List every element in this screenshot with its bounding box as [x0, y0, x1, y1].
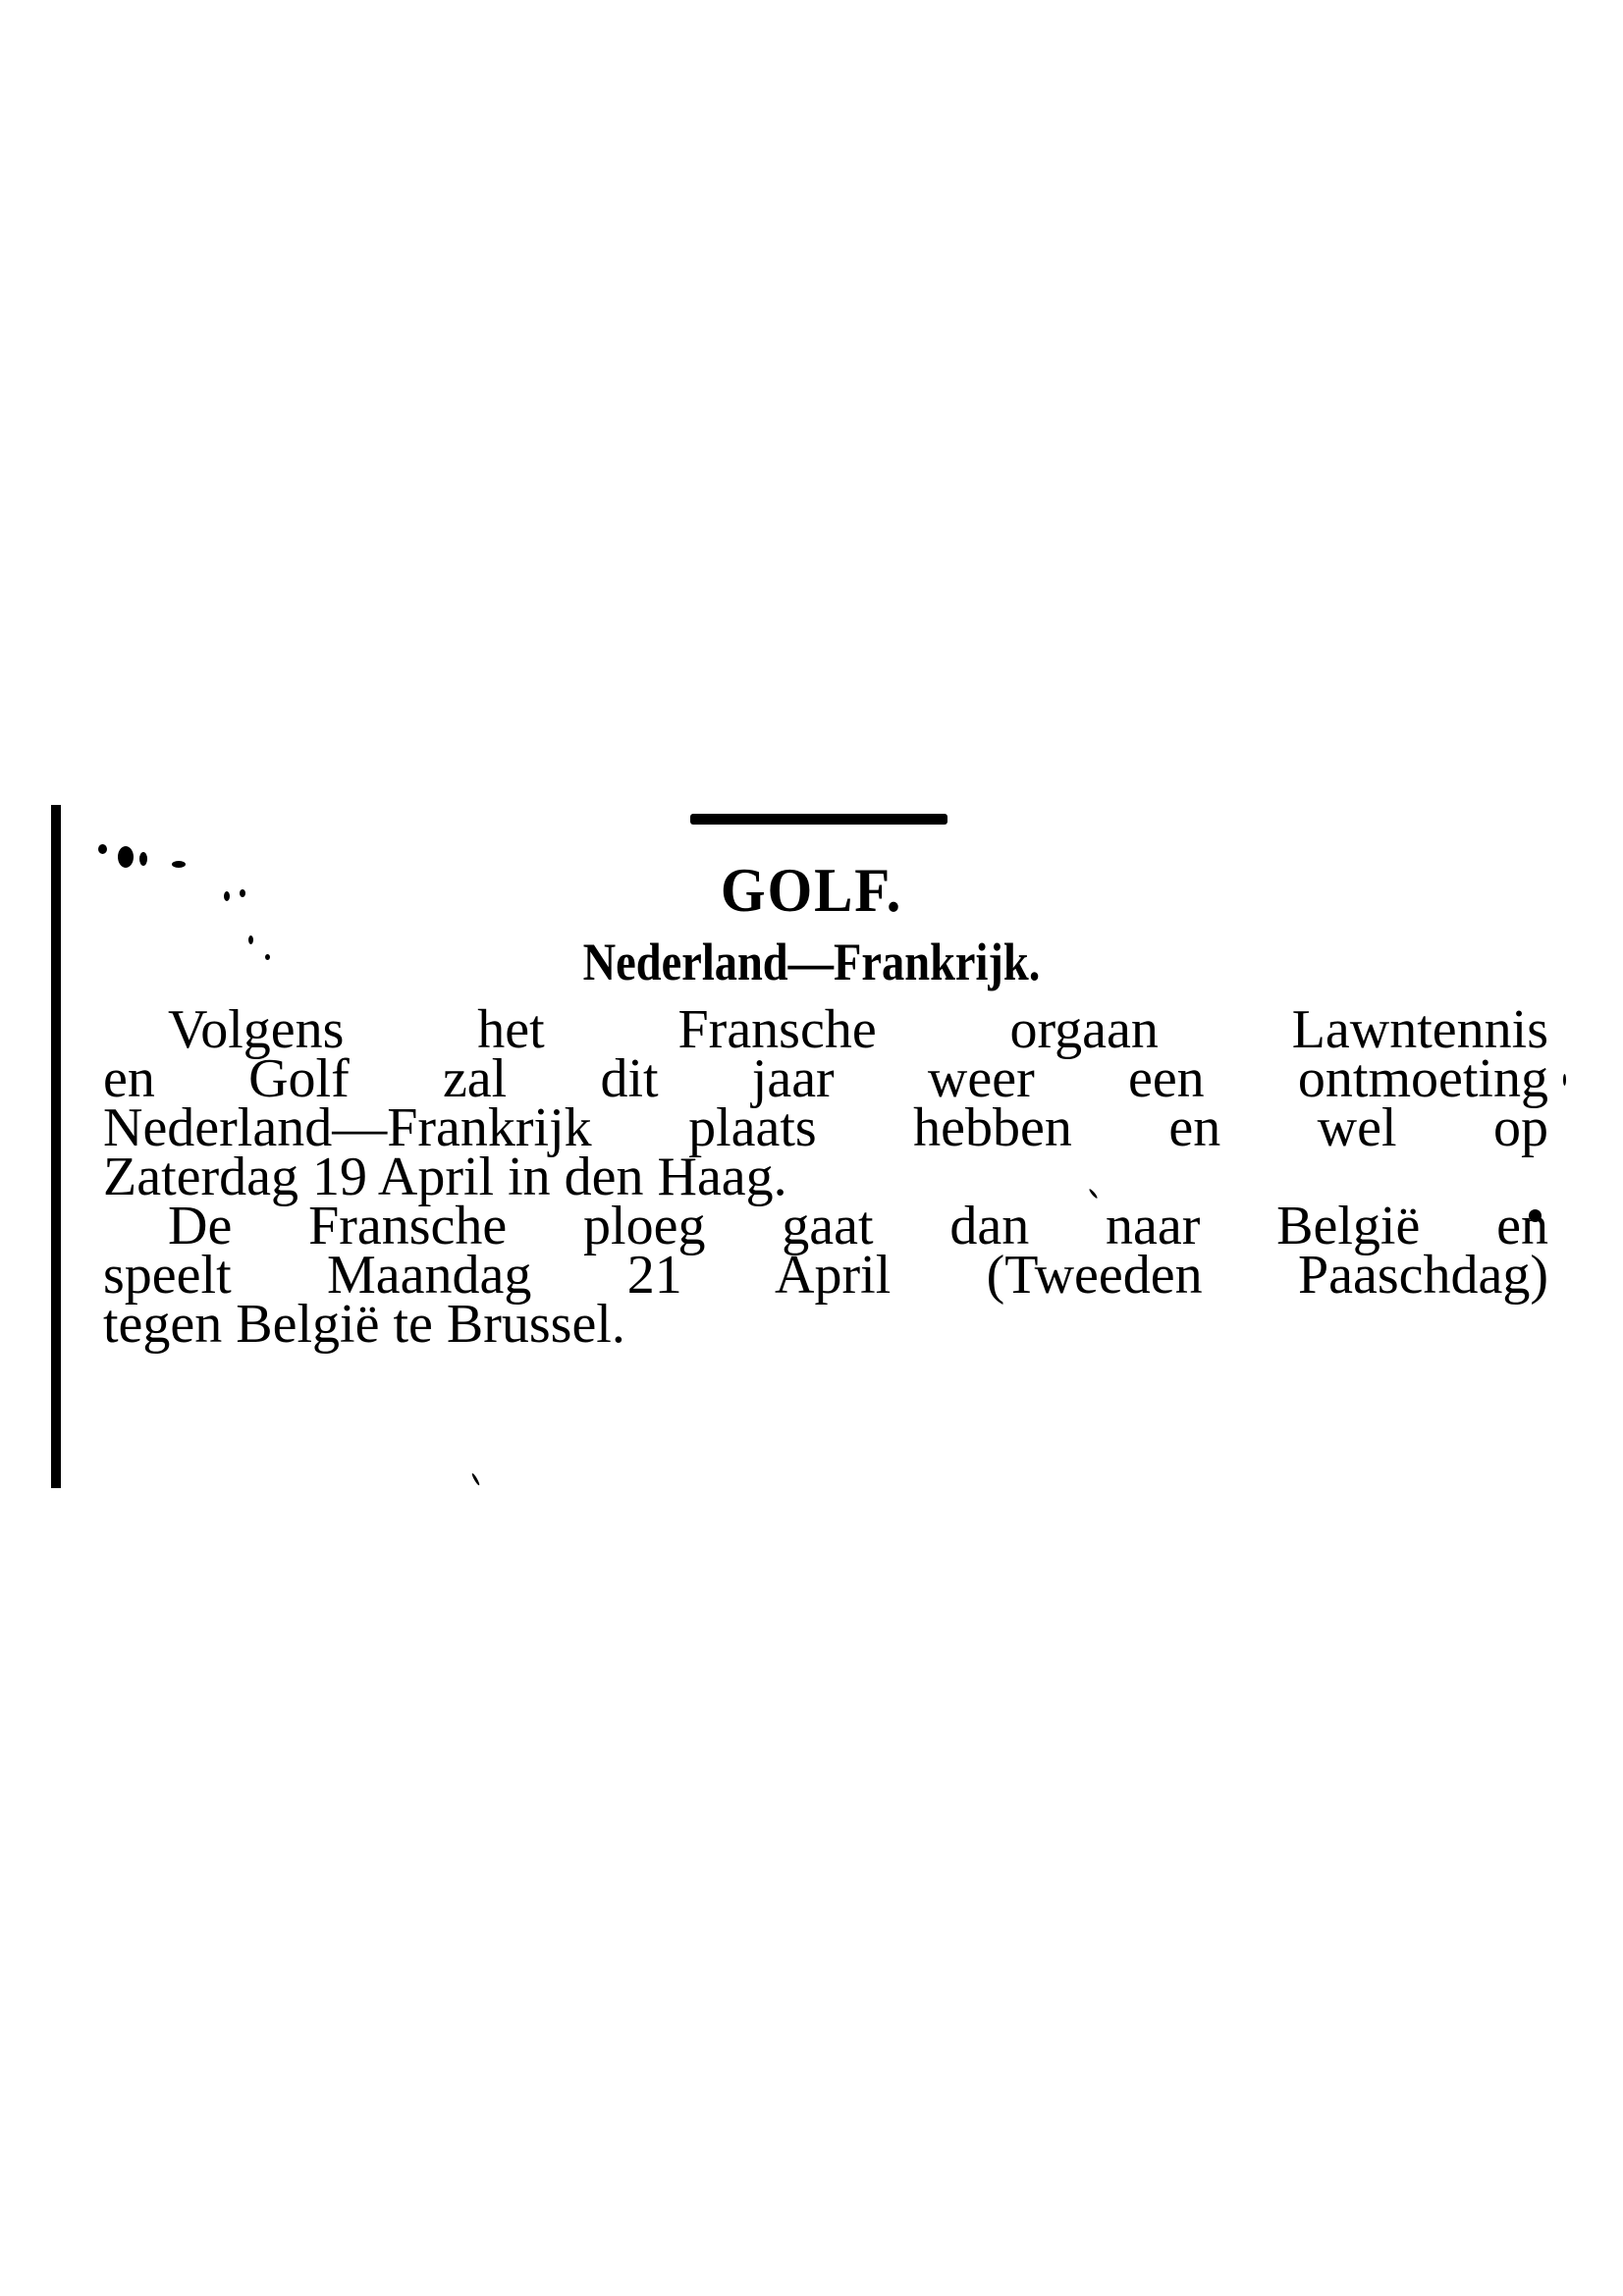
- article-headline: Nederland—Frankrijk.: [582, 933, 1041, 991]
- body-line: tegen België te Brussel.: [103, 1294, 625, 1355]
- section-title: GOLF.: [720, 855, 903, 925]
- body-line: speelt Maandag 21 April (Tweeden Paaschdag): [103, 1245, 1548, 1306]
- scan-speck: [1563, 1074, 1566, 1086]
- body-line: Volgens het Fransche orgaan Lawntennis: [168, 999, 1548, 1060]
- scan-speck: [98, 844, 107, 854]
- scan-speck: [471, 1472, 481, 1486]
- section-divider-rule: [690, 814, 947, 825]
- body-line: Zaterdag 19 April in den Haag.: [103, 1147, 787, 1207]
- body-line: en Golf zal dit jaar weer een ontmoeting: [103, 1048, 1548, 1109]
- body-line: De Fransche ploeg gaat dan naar België en: [168, 1196, 1548, 1256]
- column-rule-left: [51, 805, 61, 1488]
- body-line: Nederland—Frankrijk plaats hebben en wel op: [103, 1097, 1548, 1158]
- article-body: [103, 999, 1548, 1355]
